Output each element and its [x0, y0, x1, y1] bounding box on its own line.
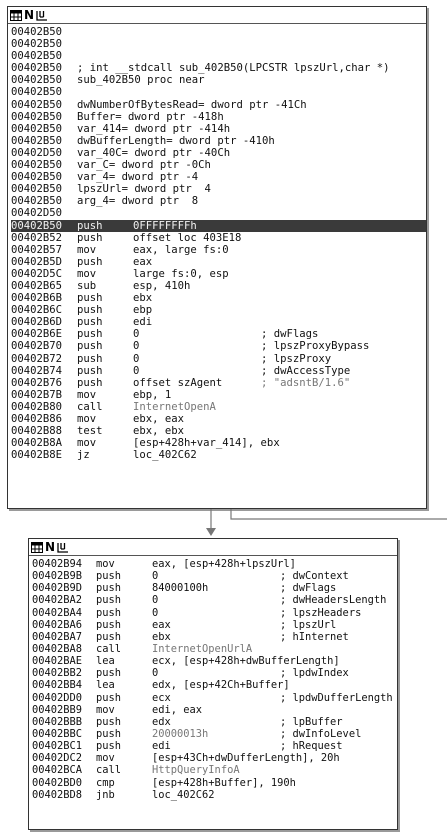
operand: 0	[133, 328, 140, 341]
address: 00402B72	[11, 352, 63, 365]
instruction-line[interactable]	[11, 207, 426, 219]
operand: InternetOpenA	[133, 400, 216, 413]
operand: offset loc 403E18	[133, 231, 242, 244]
instruction-line[interactable]	[11, 183, 426, 195]
declaration-text: sub_402B50 proc near	[77, 74, 205, 87]
instruction-line[interactable]	[11, 123, 426, 135]
operand: loc_402C62	[152, 788, 215, 801]
declaration-text: var_414= dword ptr -414h	[77, 122, 231, 135]
mnemonic: push	[96, 618, 122, 631]
address: 00402B57	[11, 243, 63, 256]
declaration-text: Buffer= dword ptr -418h	[77, 110, 224, 123]
address: 00402B9B	[32, 570, 83, 583]
comment: ; lpdwIndex	[280, 667, 349, 680]
address: 00402BB2	[32, 667, 83, 680]
instruction-line[interactable]	[11, 50, 426, 62]
declaration-text: arg_4= dword ptr 8	[77, 195, 199, 208]
instruction-line[interactable]	[11, 437, 426, 449]
address: 00402B94	[32, 558, 83, 570]
address: 00402B50	[11, 62, 63, 75]
declaration-text: lpszUrl= dword ptr 4	[77, 183, 211, 196]
address: 00402DD0	[32, 691, 83, 704]
mnemonic: push	[77, 304, 103, 317]
address: 00402BBC	[32, 727, 83, 740]
declaration-text: var_4= dword ptr -4	[77, 171, 199, 184]
instruction-line[interactable]	[32, 728, 397, 740]
selected-instruction-line[interactable]	[11, 220, 426, 232]
disassembly-listing[interactable]	[8, 24, 426, 461]
instruction-line[interactable]	[32, 619, 397, 631]
address: 00402BC1	[32, 740, 83, 753]
address: 00402BBB	[32, 715, 83, 728]
address: 00402BA7	[32, 630, 83, 643]
operand: ebx, ebx	[133, 425, 185, 438]
block-header-letter: N	[45, 540, 56, 554]
operand: eax, [esp+428h+lpszUrl]	[152, 558, 296, 570]
block-header	[29, 539, 397, 556]
instruction-line[interactable]	[11, 413, 426, 425]
address: 00402B50	[11, 122, 63, 135]
address: 00402D50	[11, 207, 63, 220]
instruction-line[interactable]	[11, 425, 426, 437]
instruction-line[interactable]	[11, 401, 426, 413]
operand: ecx	[152, 691, 171, 704]
mnemonic: push	[77, 328, 103, 341]
address: 00402B50	[11, 195, 63, 208]
address: 00402BCA	[32, 764, 83, 777]
operand: edi	[152, 740, 171, 753]
instruction-line[interactable]	[11, 280, 426, 292]
address: 00402BA4	[32, 606, 83, 619]
mnemonic: push	[77, 364, 103, 377]
mnemonic: push	[96, 727, 122, 740]
operand: InternetOpenUrlA	[152, 642, 253, 655]
block-grid-icon	[10, 10, 22, 21]
address: 00402B50	[11, 159, 63, 172]
operand: loc_402C62	[133, 449, 197, 462]
mnemonic: push	[77, 231, 103, 244]
address: 00402B50	[11, 219, 63, 232]
instruction-line[interactable]	[32, 558, 397, 570]
mnemonic: push	[96, 715, 122, 728]
address: 00402B8E	[11, 449, 63, 462]
mnemonic: test	[77, 425, 103, 438]
mnemonic: jz	[77, 449, 90, 462]
comment: ; lpszUrl	[280, 618, 337, 631]
address: 00402B80	[11, 400, 63, 413]
instruction-line[interactable]	[32, 740, 397, 752]
mnemonic: jnb	[96, 788, 115, 801]
instruction-line[interactable]	[11, 111, 426, 123]
mnemonic: mov	[77, 243, 97, 256]
mnemonic: push	[96, 606, 122, 619]
disassembly-listing[interactable]	[29, 556, 397, 801]
instruction-line[interactable]	[11, 365, 426, 377]
instruction-line[interactable]	[11, 377, 426, 389]
instruction-line[interactable]	[32, 764, 397, 776]
mnemonic: mov	[77, 267, 97, 280]
address: 00402B9D	[32, 582, 83, 595]
operand: 0	[133, 364, 140, 377]
operand: 0	[133, 352, 140, 365]
operand: 0	[152, 570, 159, 583]
instruction-line[interactable]	[11, 99, 426, 111]
mnemonic: lea	[96, 679, 115, 692]
address: 00402B50	[11, 110, 63, 123]
mnemonic: call	[96, 642, 122, 655]
instruction-line[interactable]	[11, 244, 426, 256]
mnemonic: push	[77, 219, 103, 232]
mnemonic: mov	[96, 558, 115, 570]
comment: ; dwHeadersLength	[280, 594, 387, 607]
instruction-line[interactable]	[32, 594, 397, 606]
address: 00402D5C	[11, 267, 63, 280]
comment: ; "adsntB/1.6"	[261, 376, 351, 389]
instruction-line[interactable]	[11, 74, 426, 86]
address: 00402B50	[11, 183, 63, 196]
instruction-line[interactable]	[11, 316, 426, 328]
address: 00402BD0	[32, 776, 83, 789]
declaration-text: dwBufferLength= dword ptr -410h	[77, 134, 275, 147]
operand: esp, 410h	[133, 279, 191, 292]
mnemonic: call	[96, 764, 122, 777]
instruction-line[interactable]	[11, 147, 426, 159]
operand: 0	[152, 667, 159, 680]
operand: edx, [esp+42Ch+Buffer]	[152, 679, 290, 692]
instruction-line[interactable]	[11, 159, 426, 171]
comment: ; dwInfoLevel	[280, 727, 362, 740]
address: 00402B76	[11, 376, 63, 389]
operand: offset szAgent	[133, 376, 223, 389]
address: 00402B65	[11, 279, 63, 292]
address: 00402BA2	[32, 594, 83, 607]
block-flow-icon	[36, 10, 48, 21]
instruction-line[interactable]	[11, 449, 426, 461]
operand: large fs:0, esp	[133, 267, 229, 280]
instruction-line[interactable]	[32, 655, 397, 667]
instruction-line[interactable]	[32, 607, 397, 619]
address: 00402B70	[11, 340, 63, 353]
address: 00402BB9	[32, 703, 83, 716]
mnemonic: push	[96, 630, 122, 643]
instruction-line[interactable]	[32, 582, 397, 594]
instruction-line[interactable]	[11, 171, 426, 183]
operand: 0	[152, 594, 159, 607]
operand: eax	[152, 618, 171, 631]
instruction-line[interactable]	[32, 631, 397, 643]
address: 00402B86	[11, 413, 63, 425]
address: 00402B8A	[11, 437, 63, 450]
graph-block-1[interactable]	[7, 6, 427, 509]
mnemonic: push	[77, 340, 103, 353]
comment: ; hInternet	[280, 630, 349, 643]
mnemonic: push	[96, 667, 122, 680]
address: 00402BB4	[32, 679, 83, 692]
graph-block-2[interactable]	[28, 538, 398, 830]
address: 00402B50	[11, 171, 63, 184]
instruction-line[interactable]	[32, 667, 397, 679]
mnemonic: push	[96, 594, 122, 607]
operand: 0	[152, 606, 159, 619]
declaration-text: dwNumberOfBytesRead= dword ptr -41Ch	[77, 98, 307, 111]
instruction-line[interactable]	[11, 268, 426, 280]
operand: ebp, 1	[133, 388, 172, 401]
instruction-line[interactable]	[32, 716, 397, 728]
instruction-line[interactable]	[32, 752, 397, 764]
operand: HttpQueryInfoA	[152, 764, 240, 777]
address: 00402B6D	[11, 316, 63, 329]
mnemonic: mov	[77, 413, 97, 425]
operand: edi	[133, 316, 153, 329]
mnemonic: push	[77, 292, 103, 305]
block-flow-icon	[57, 542, 69, 553]
instruction-line[interactable]	[11, 135, 426, 147]
mnemonic: mov	[77, 437, 97, 450]
operand: 20000013h	[152, 727, 209, 740]
operand: eax, large fs:0	[133, 243, 229, 256]
mnemonic: cmp	[96, 776, 115, 789]
mnemonic: push	[96, 582, 122, 595]
address: 00402B50	[11, 86, 63, 99]
instruction-line[interactable]	[11, 62, 426, 74]
mnemonic: sub	[77, 279, 97, 292]
address: 00402BAE	[32, 655, 83, 668]
instruction-line[interactable]	[11, 292, 426, 304]
comment: ; lpszProxy	[261, 352, 332, 365]
operand: 0	[133, 340, 140, 353]
operand: ecx, [esp+428h+dwBufferLength]	[152, 655, 340, 668]
instruction-line[interactable]	[11, 232, 426, 244]
address: 00402B5D	[11, 255, 63, 268]
mnemonic: push	[77, 255, 103, 268]
address: 00402B50	[11, 38, 63, 51]
comment: ; lpszProxyBypass	[261, 340, 370, 353]
address: 00402B50	[11, 26, 63, 38]
operand: edx	[152, 715, 171, 728]
declaration-text: ; int __stdcall sub_402B50(LPCSTR lpszUrl,char *)	[77, 62, 390, 75]
operand: ebp	[133, 304, 153, 317]
operand: ebx	[133, 292, 153, 305]
operand: eax	[133, 255, 153, 268]
instruction-line[interactable]	[11, 38, 426, 50]
address: 00402B6C	[11, 304, 63, 317]
instruction-line[interactable]	[11, 340, 426, 352]
instruction-line[interactable]	[11, 304, 426, 316]
address: 00402B6E	[11, 328, 63, 341]
address: 00402B50	[11, 74, 63, 87]
instruction-line[interactable]	[32, 777, 397, 789]
mnemonic: push	[77, 316, 103, 329]
block-grid-icon	[31, 542, 43, 553]
declaration-text: var_40C= dword ptr -40Ch	[77, 146, 231, 159]
address: 00402BD8	[32, 788, 83, 801]
instruction-line[interactable]	[32, 643, 397, 655]
mnemonic: push	[96, 691, 122, 704]
address: 00402B52	[11, 231, 63, 244]
address: 00402B50	[11, 134, 63, 147]
comment: ; dwFlags	[280, 582, 337, 595]
operand: [esp+428h+Buffer], 190h	[152, 776, 296, 789]
address: 00402B7B	[11, 388, 63, 401]
comment: ; dwAccessType	[261, 364, 351, 377]
mnemonic: push	[77, 352, 103, 365]
address: 00402B50	[11, 98, 63, 111]
instruction-line[interactable]	[32, 692, 397, 704]
address: 00402BA8	[32, 642, 83, 655]
instruction-line[interactable]	[32, 704, 397, 716]
mnemonic: push	[77, 376, 103, 389]
mnemonic: push	[96, 740, 122, 753]
instruction-line[interactable]	[11, 195, 426, 207]
address: 00402D50	[11, 146, 63, 159]
operand: [esp+43Ch+dwDufferLength], 20h	[152, 752, 340, 765]
address: 00402BA6	[32, 618, 83, 631]
comment: ; hRequest	[280, 740, 343, 753]
operand: ebx	[152, 630, 171, 643]
address: 00402B6B	[11, 292, 63, 305]
instruction-line[interactable]	[11, 256, 426, 268]
mnemonic: push	[96, 570, 122, 583]
block-header	[8, 7, 426, 24]
address: 00402B74	[11, 364, 63, 377]
comment: ; lpdwDufferLength	[280, 691, 393, 704]
instruction-line[interactable]	[11, 328, 426, 340]
instruction-line[interactable]	[11, 86, 426, 98]
block-header-letter: N	[24, 8, 35, 22]
declaration-text: var_C= dword ptr -0Ch	[77, 159, 211, 172]
mnemonic: mov	[96, 703, 115, 716]
comment: ; dwContext	[280, 570, 349, 583]
instruction-line[interactable]	[11, 26, 426, 38]
mnemonic: call	[77, 400, 103, 413]
operand: 84000100h	[152, 582, 209, 595]
comment: ; lpszHeaders	[280, 606, 362, 619]
instruction-line[interactable]	[32, 570, 397, 582]
address: 00402B50	[11, 50, 63, 63]
address: 00402DC2	[32, 752, 83, 765]
operand: edi, eax	[152, 703, 203, 716]
operand: [esp+428h+var_414], ebx	[133, 437, 280, 450]
instruction-line[interactable]	[11, 389, 426, 401]
instruction-line[interactable]	[32, 679, 397, 691]
comment: ; dwFlags	[261, 328, 319, 341]
mnemonic: lea	[96, 655, 115, 668]
address: 00402B88	[11, 425, 63, 438]
instruction-line[interactable]	[11, 353, 426, 365]
comment: ; lpBuffer	[280, 715, 343, 728]
operand: 0FFFFFFFFh	[133, 219, 197, 232]
operand: ebx, eax	[133, 413, 185, 425]
mnemonic: mov	[96, 752, 115, 765]
instruction-line[interactable]	[32, 789, 397, 801]
mnemonic: mov	[77, 388, 97, 401]
